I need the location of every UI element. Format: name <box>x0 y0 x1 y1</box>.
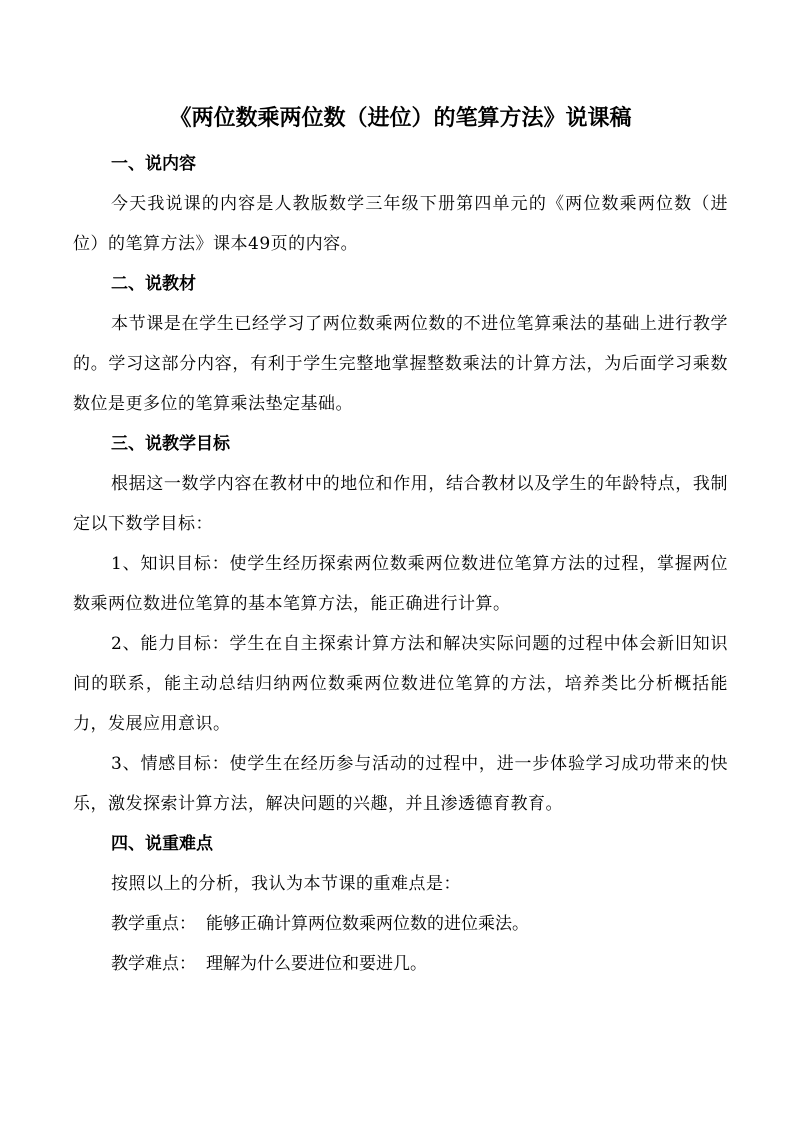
objective-emotion: 3、情感目标：使学生在经历参与活动的过程中，进一步体验学习成功带来的快乐，激发探索计算方法，解决问题的兴趣，并且渗透德育教育。 <box>73 754 728 814</box>
section-heading: 三、说教学目标 <box>111 434 230 454</box>
key-point-label: 教学重点： <box>111 914 196 934</box>
key-point-difficulty <box>73 944 728 984</box>
objective-ability: 2、能力目标：学生在自主探索计算方法和解决实际问题的过程中体会新旧知识间的联系，能主动总结归纳两位数乘两位数进位笔算的方法，培养类比分析概括能力，发展应用意识。 <box>73 634 728 734</box>
paragraph: 今天我说课的内容是人教版数学三年级下册第四单元的《两位数乘两位数（进位）的笔算方法》课本49页的内容。 <box>73 194 728 254</box>
key-point-text: 能够正确计算两位数乘两位数的进位乘法。 <box>206 914 529 934</box>
paragraph: 根据这一数学内容在教材中的地位和作用，结合教材以及学生的年龄特点，我制定以下数学目标： <box>73 474 728 534</box>
key-point-label: 教学难点： <box>111 954 196 974</box>
section-heading: 一、说内容 <box>111 154 196 174</box>
objective-knowledge: 1、知识目标：使学生经历探索两位数乘两位数进位笔算方法的过程，掌握两位数乘两位数进位笔算的基本笔算方法，能正确进行计算。 <box>73 554 728 614</box>
section-key-points <box>73 824 728 984</box>
section-heading: 二、说教材 <box>111 274 196 294</box>
document-title: 《两位数乘两位数（进位）的笔算方法》说课稿 <box>169 105 632 131</box>
document-body <box>73 96 728 984</box>
paragraph: 本节课是在学生已经学习了两位数乘两位数的不进位笔算乘法的基础上进行教学的。学习这部分内容，有利于学生完整地掌握整数乘法的计算方法，为后面学习乘数数位是更多位的笔算乘法垫定基础。 <box>73 314 728 414</box>
key-point-focus <box>73 904 728 944</box>
key-point-text: 理解为什么要进位和要进几。 <box>206 954 427 974</box>
section-content <box>73 144 728 264</box>
section-heading: 四、说重难点 <box>111 834 213 854</box>
section-textbook <box>73 264 728 424</box>
paragraph: 按照以上的分析，我认为本节课的重难点是： <box>111 874 461 894</box>
section-objectives <box>73 424 728 824</box>
